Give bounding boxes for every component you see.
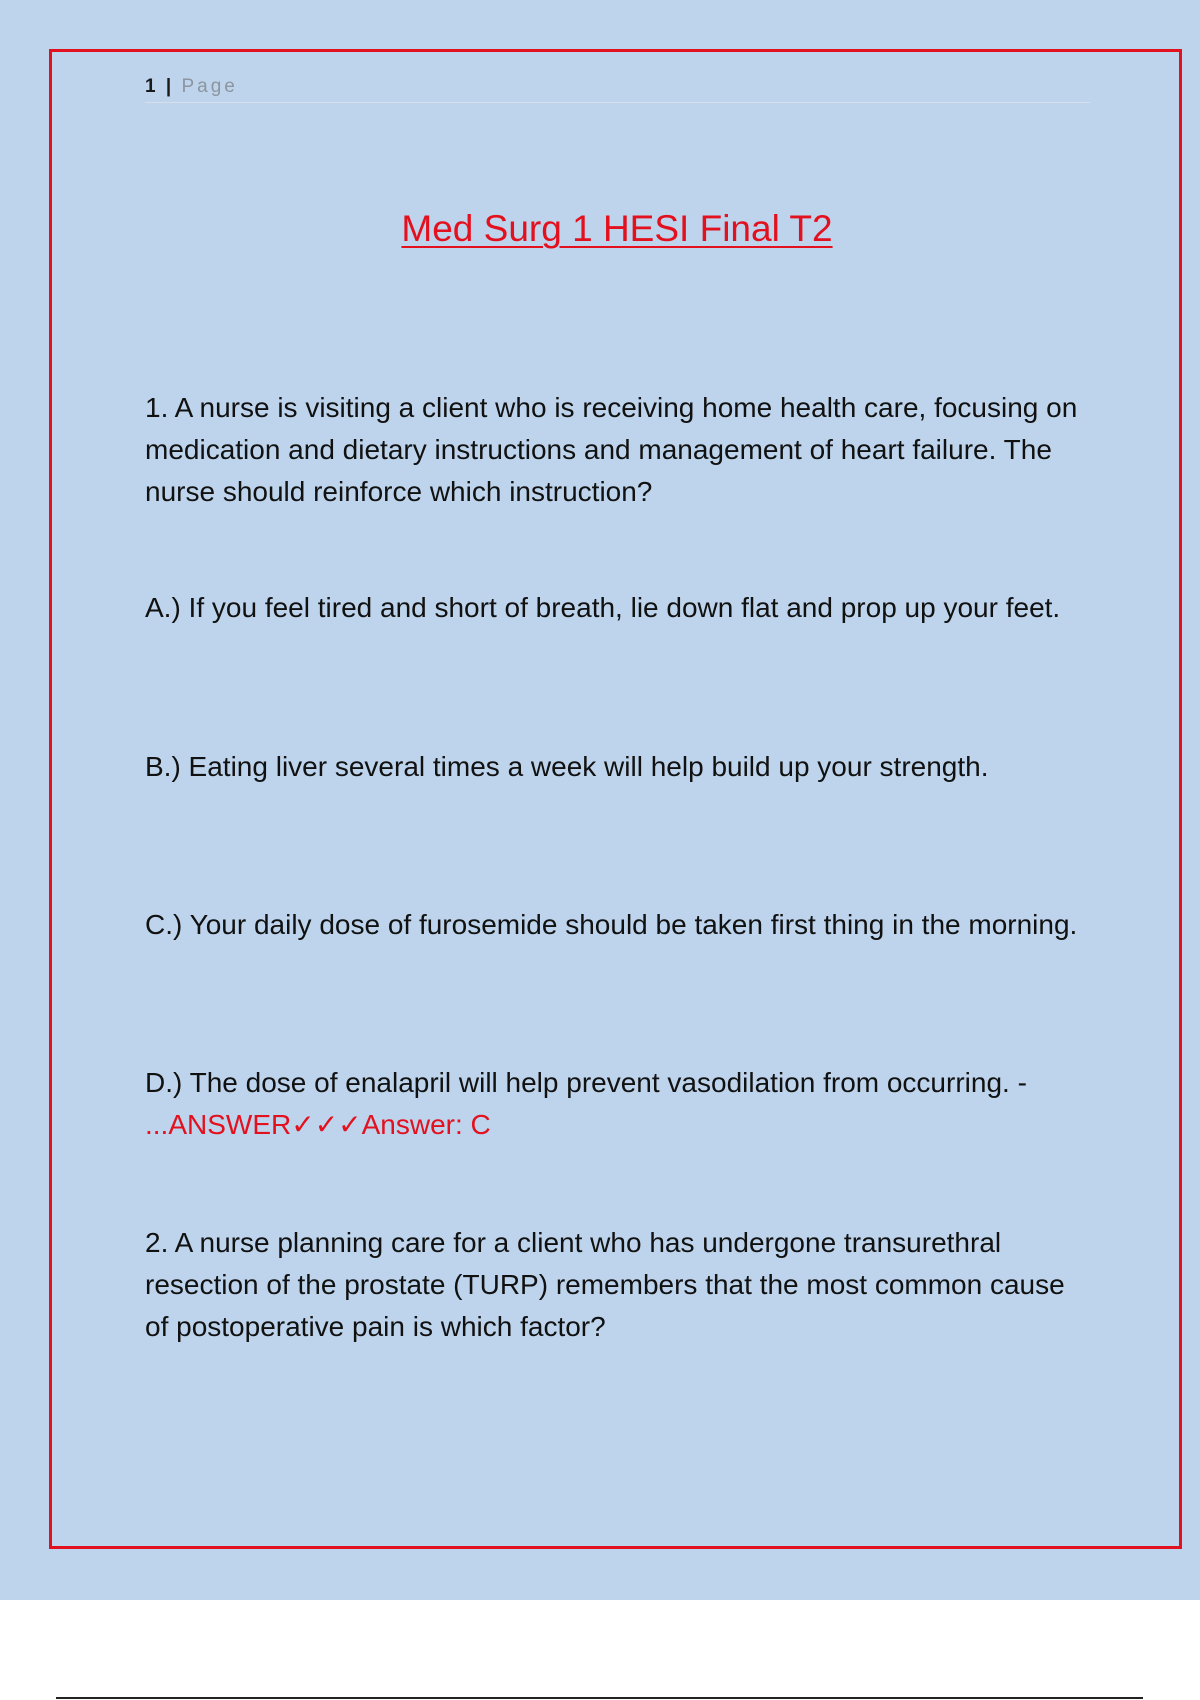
question-1-answer: ...ANSWER✓✓✓Answer: C: [145, 1109, 491, 1140]
question-2-stem: 2. A nurse planning care for a client who has undergone transurethral resection of the prostate (TURP) remembers that the most common cause of postoperative pain is which factor?: [145, 1227, 1065, 1342]
question-1-option-c: C.) Your daily dose of furosemide should be taken first thing in the morning.: [145, 909, 1078, 940]
page-separator: |: [165, 76, 172, 97]
question-1-option-a: A.) If you feel tired and short of breath, lie down flat and prop up your feet.: [145, 592, 1061, 623]
question-1-option-d-block: [145, 1062, 1095, 1146]
page-header: [145, 72, 1090, 103]
question-1-option-b: B.) Eating liver several times a week will help build up your strength.: [145, 751, 989, 782]
document-title: Med Surg 1 HESI Final T2: [401, 208, 833, 249]
question-1-stem: 1. A nurse is visiting a client who is receiving home health care, focusing on medication and dietary instructions and management of heart failure. The nurse should reinforce which instruction?: [145, 392, 1078, 507]
page-word: Page: [181, 76, 238, 97]
question-1-option-d: D.) The dose of enalapril will help prevent vasodilation from occurring. -: [145, 1067, 1027, 1098]
page-number: 1: [145, 76, 156, 97]
footer-divider: [56, 1697, 1143, 1699]
